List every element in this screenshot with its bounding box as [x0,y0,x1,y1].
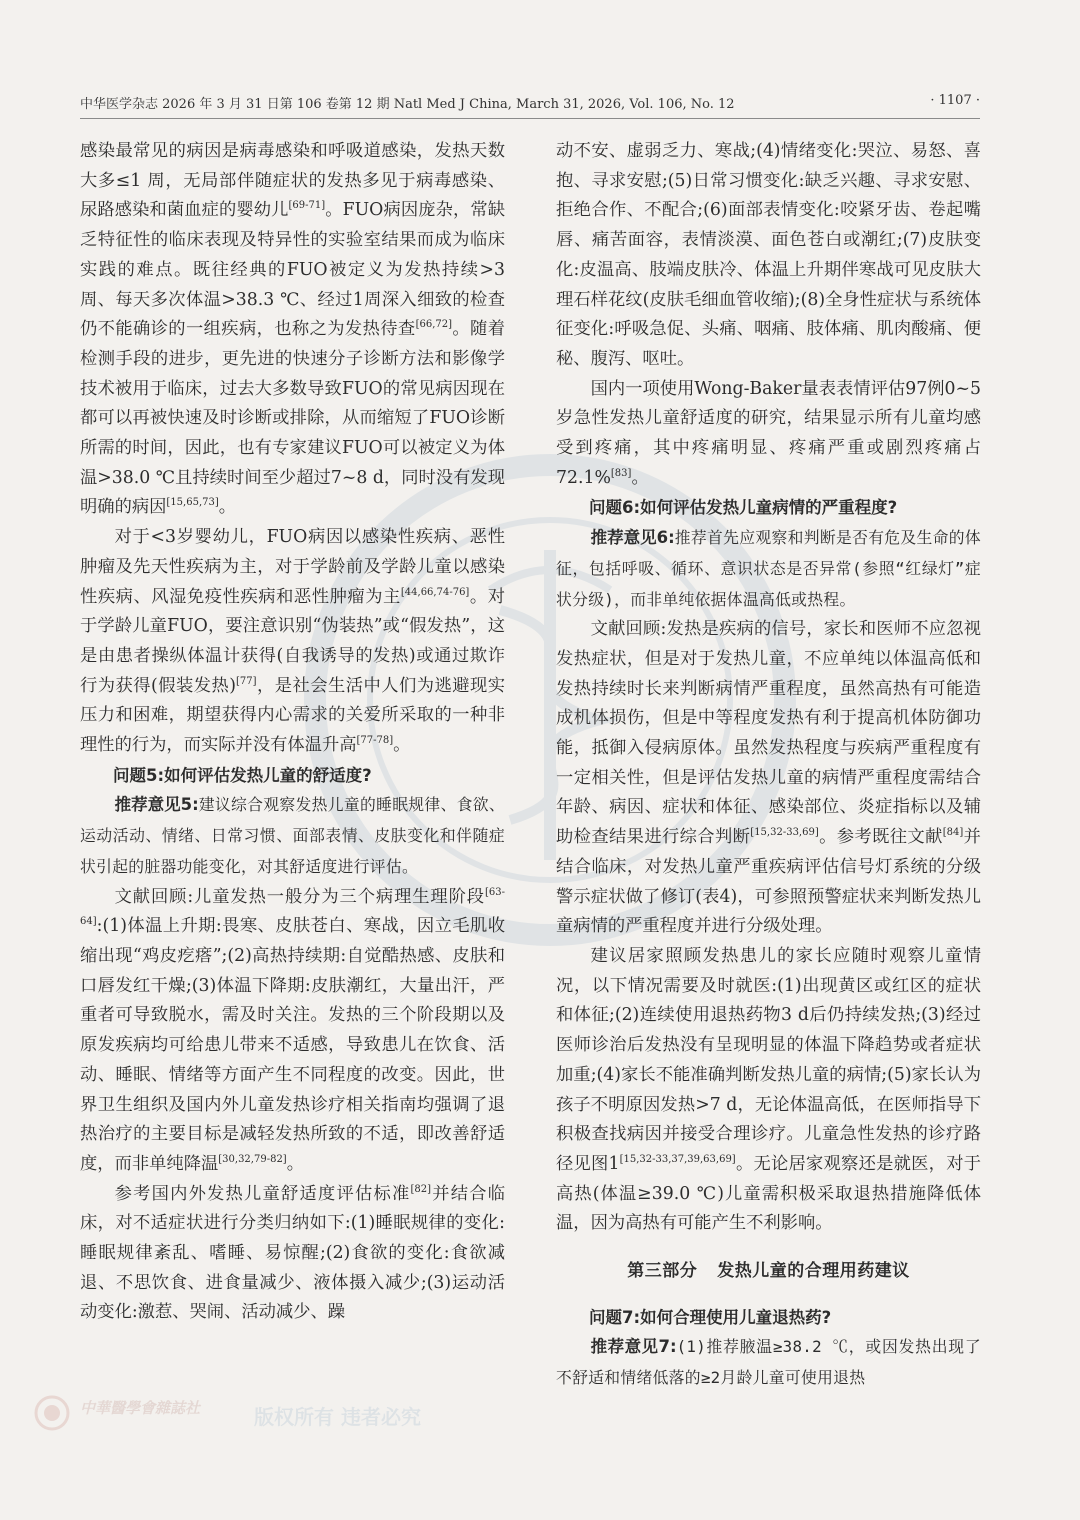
citation: [77] [235,675,257,687]
publisher-name: 中華醫學會雜誌社 [80,1399,201,1417]
recommendation-6: 推荐意见6:推荐首先应观察和判断是否有危及生命的体征，包括呼吸、循环、意识状态是否异常(参照“红绿灯”症状分级)，而非单纯依据体温高低或热程。 [556,528,981,609]
header-rule [80,118,980,119]
citation: [63-64] [80,886,505,928]
copyright-notice: 版权所有 违者必究 [254,1405,421,1429]
question-5-heading: 问题5:如何评估发热儿童的舒适度? [113,765,372,785]
citation: [66,72] [415,319,452,331]
running-header [80,93,980,111]
recommendation-5: 推荐意见5:建议综合观察发热儿童的睡眠规律、食欲、运动活动、情绪、日常习惯、面部表情、皮肤变化和伴随症状引起的脏器功能变化，对其舒适度进行评估。 [80,795,505,876]
paragraph: 文献回顾:儿童发热一般分为三个病理生理阶段[63-64]:(1)体温上升期:畏寒、皮肤苍白、寒战，因立毛肌收缩出现“鸡皮疙瘩”;(2)高热持续期:自觉酷热感、皮肤和口唇发红干燥;(3)体温下降期:皮肤潮红，大量出汗，严重者可导致脱水，需及时关注。发热的三个阶段期以及原发疾病均可给患儿带来不适感，导致患儿在饮食、活动、睡眠、情绪等方面产生不同程度的改变。因此，世界卫生组织及国内外儿童发热诊疗相关指南均强调了退热治疗的主要目标是减轻发热所致的不适，即改善舒适度，而非单纯降温[30,32,79-82]。 [80,886,505,1174]
paragraph: 参考国内外发热儿童舒适度评估标准[82]并结合临床，对不适症状进行分类归纳如下:(1)睡眠规律的变化:睡眠规律紊乱、嗜睡、易惊醒;(2)食欲的变化:食欲减退、不思饮食、进食量减少、液体摄入减少;(3)运动活动变化:激惹、哭闹、活动减少、躁 [80,1183,505,1323]
header-journal-info: 中华医学杂志 2026 年 3 月 31 日第 106 卷第 12 期 Natl Med J China, March 31, 2026, Vol. 106, No. 12 [80,97,735,112]
citation: [84] [942,827,964,839]
paragraph: 文献回顾:发热是疾病的信号，家长和医师不应忽视发热症状，但是对于发热儿童，不应单纯以体温高低和发热持续时长来判断病情严重程度，虽然高热有可能造成机体损伤，但是中等程度发热有利于提高机体防御功能，抵御入侵病原体。虽然发热程度与疾病严重程度有一定相关性，但是评估发热儿童的病情严重程度需结合年龄、病因、症状和体征、感染部位、炎症指标以及辅助检查结果进行综合判断[15,32-33,69]。参考既往文献[84]并结合临床，对发热儿童严重疾病评估信号灯系统的分级警示症状做了修订(表4)，可参照预警症状来判断发热儿童病情的严重程度并进行分级处理。 [556,619,981,937]
citation: [82] [410,1183,432,1195]
citation: [77-78] [356,735,394,747]
citation: [83] [610,467,632,479]
recommendation-7: 推荐意见7:(1)推荐腋温≥38.2 ℃，或因发热出现了不舒适和情绪低落的≥2月龄儿童可使用退热 [556,1337,981,1388]
question-7-heading: 问题7:如何合理使用儿童退热药? [589,1307,832,1327]
paragraph: 感染最常见的病因是病毒感染和呼吸道感染，发热天数大多≤1 周，无局部伴随症状的发热多见于病毒感染、尿路感染和菌血症的婴幼儿[69-71]。FUO病因庞杂，常缺乏特征性的临床表现及特异性的实验室结果而成为临床实践的难点。既往经典的FUO被定义为发热持续>3周、每天多次体温>38.3 ℃、经过1周深入细致的检查仍不能确诊的一组疾病，也称之为发热待查[66,72]。随着检测手段的进步，更先进的快速分子诊断方法和影像学技术被用于临床，过去大多数导致FUO的常见病因现在都可以再被快速及时诊断或排除，从而缩短了FUO诊断所需的时间，因此，也有专家建议FUO可以被定义为体温>38.0 ℃且持续时间至少超过7~8 d，同时没有发现明确的病因[15,65,73]。 [80,141,505,518]
citation: [44,66,74-76] [400,586,470,598]
citation: [15,32-33,69] [750,827,819,839]
citation: [30,32,79-82] [218,1153,287,1165]
citation: [69-71] [288,200,326,212]
paragraph: 对于<3岁婴幼儿，FUO病因以感染性疾病、恶性肿瘤及先天性疾病为主，对于学龄前及学龄儿童以感染性疾病、风湿免疫性疾病和恶性肿瘤为主[44,66,74-76]。对于学龄儿童FUO，要注意识别“伪装热”或“假发热”，这是由患者操纵体温计获得(自我诱导的发热)或通过欺诈行为获得(假装发热)[77]，是社会生活中人们为逃避现实压力和困难，期望获得内心需求的关爱所采取的一种非理性的行为，而实际并没有体温升高[77-78]。 [80,527,505,756]
citation: [15,32-33,37,39,63,69] [619,1153,736,1165]
publisher-seal-icon [34,1395,70,1431]
question-6-heading: 问题6:如何评估发热儿童病情的严重程度? [589,498,898,518]
paragraph: 建议居家照顾发热患儿的家长应随时观察儿童情况，以下情况需要及时就医:(1)出现黄区或红区的症状和体征;(2)连续使用退热药物3 d后仍持续发热;(3)经过医师诊治后发热没有呈现明显的体温下降趋势或者症状加重;(4)家长不能准确判断发热儿童的病情;(5)家长认为孩子不明原因发热>7 d，无论体温高低，在医师指导下积极查找病因并接受合理诊疗。儿童急性发热的诊疗路径见图1[15,32-33,37,39,63,69]。无论居家观察还是就医，对于高热(体温≥39.0 ℃)儿童需积极采取退热措施降低体温，因为高热有可能产生不利影响。 [556,945,981,1234]
paragraph: 动不安、虚弱乏力、寒战;(4)情绪变化:哭泣、易怒、喜抱、寻求安慰;(5)日常习惯变化:缺乏兴趣、寻求安慰、拒绝合作、不配合;(6)面部表情变化:咬紧牙齿、卷起嘴唇、痛苦面容，表情淡漠、面色苍白或潮红;(7)皮肤变化:皮温高、肢端皮肤冷、体温上升期伴寒战可见皮肤大理石样花纹(皮肤毛细血管收缩);(8)全身性症状与系统体征变化:呼吸急促、头痛、咽痛、肢体痛、肌肉酸痛、便秘、腹泻、呕吐。 [556,141,981,369]
publisher-logo [34,1395,474,1435]
section-heading: 第三部分 发热儿童的合理用药建议 [627,1261,910,1282]
left-column [80,137,505,1328]
paragraph: 国内一项使用Wong-Baker量表表情评估97例0~5岁急性发热儿童舒适度的研究，结果显示所有儿童均感受到疼痛，其中疼痛明显、疼痛严重或剧烈疼痛占72.1%[83]。 [556,378,981,488]
citation: [15,65,73] [166,497,219,509]
right-column [556,137,981,1394]
page-number: · 1107 · [930,93,980,108]
